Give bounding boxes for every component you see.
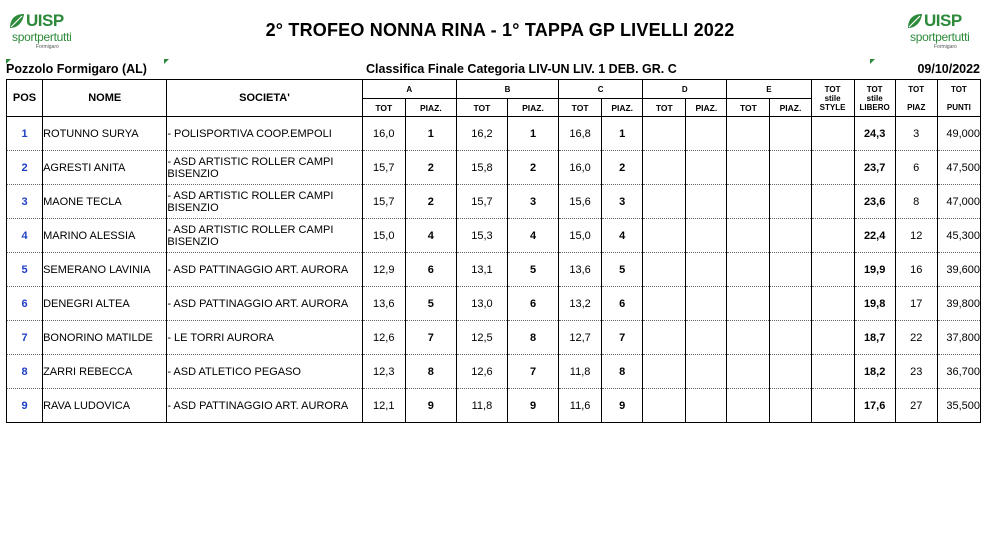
tot-punti-cell: 39,800 bbox=[937, 287, 980, 321]
info-row bbox=[6, 62, 980, 76]
score-a-tot: 15,7 bbox=[362, 151, 405, 185]
tot-libero-cell: 18,7 bbox=[854, 321, 895, 355]
score-c-piaz: 7 bbox=[602, 321, 643, 355]
score-c-tot: 13,6 bbox=[559, 253, 602, 287]
score-d-tot bbox=[643, 151, 686, 185]
score-d-tot bbox=[643, 253, 686, 287]
score-d-tot bbox=[643, 219, 686, 253]
tot-libero-cell: 18,2 bbox=[854, 355, 895, 389]
club-cell: - LE TORRI AURORA bbox=[167, 321, 362, 355]
results-table bbox=[6, 79, 981, 423]
header-c: C bbox=[559, 80, 643, 99]
header-e-piaz: PIAZ. bbox=[770, 99, 811, 117]
score-d-piaz bbox=[686, 185, 727, 219]
score-d-piaz bbox=[686, 389, 727, 423]
score-b-piaz: 3 bbox=[507, 185, 558, 219]
score-a-piaz: 5 bbox=[405, 287, 456, 321]
club-cell: - ASD ARTISTIC ROLLER CAMPI BISENZIO bbox=[167, 185, 362, 219]
club-cell: - ASD ATLETICO PEGASO bbox=[167, 355, 362, 389]
tot-libero-cell: 23,7 bbox=[854, 151, 895, 185]
tot-piaz-cell: 16 bbox=[895, 253, 937, 287]
table-row bbox=[7, 355, 981, 389]
tot-punti-cell: 39,600 bbox=[937, 253, 980, 287]
tot-punti-cell: 36,700 bbox=[937, 355, 980, 389]
tot-libero-cell: 24,3 bbox=[854, 117, 895, 151]
score-e-piaz bbox=[770, 151, 811, 185]
score-a-tot: 15,0 bbox=[362, 219, 405, 253]
header-b: B bbox=[456, 80, 558, 99]
table-row bbox=[7, 253, 981, 287]
header-pos: POS bbox=[7, 80, 43, 117]
score-c-tot: 11,6 bbox=[559, 389, 602, 423]
score-d-piaz bbox=[686, 219, 727, 253]
score-d-tot bbox=[643, 117, 686, 151]
score-c-tot: 15,0 bbox=[559, 219, 602, 253]
name-cell: MARINO ALESSIA bbox=[43, 219, 167, 253]
score-d-tot bbox=[643, 321, 686, 355]
pos-cell: 8 bbox=[7, 355, 43, 389]
pos-cell: 6 bbox=[7, 287, 43, 321]
score-c-piaz: 9 bbox=[602, 389, 643, 423]
logo-brand: UISP bbox=[26, 11, 64, 30]
score-a-tot: 15,7 bbox=[362, 185, 405, 219]
score-d-piaz bbox=[686, 321, 727, 355]
pos-cell: 5 bbox=[7, 253, 43, 287]
score-c-tot: 16,0 bbox=[559, 151, 602, 185]
score-a-tot: 12,1 bbox=[362, 389, 405, 423]
score-d-tot bbox=[643, 355, 686, 389]
score-e-tot bbox=[727, 253, 770, 287]
tot-piaz-cell: 23 bbox=[895, 355, 937, 389]
table-row bbox=[7, 117, 981, 151]
header-line: stile bbox=[866, 93, 883, 103]
results-body bbox=[7, 117, 981, 423]
tot-piaz-cell: 17 bbox=[895, 287, 937, 321]
score-e-piaz bbox=[770, 185, 811, 219]
tot-punti-cell: 49,000 bbox=[937, 117, 980, 151]
score-b-piaz: 7 bbox=[507, 355, 558, 389]
corner-mark bbox=[870, 59, 875, 64]
score-b-piaz: 9 bbox=[507, 389, 558, 423]
score-a-piaz: 4 bbox=[405, 219, 456, 253]
tot-style-cell bbox=[811, 321, 854, 355]
header-tot-libero bbox=[854, 80, 895, 117]
name-cell: AGRESTI ANITA bbox=[43, 151, 167, 185]
header-line: STYLE bbox=[819, 102, 846, 112]
tot-piaz-cell: 8 bbox=[895, 185, 937, 219]
logo-tagline: sportpertutti bbox=[12, 30, 72, 44]
tot-style-cell bbox=[811, 117, 854, 151]
table-row bbox=[7, 219, 981, 253]
tot-piaz-cell: 22 bbox=[895, 321, 937, 355]
score-a-tot: 16,0 bbox=[362, 117, 405, 151]
tot-libero-cell: 22,4 bbox=[854, 219, 895, 253]
pos-cell: 4 bbox=[7, 219, 43, 253]
name-cell: BONORINO MATILDE bbox=[43, 321, 167, 355]
name-cell: DENEGRI ALTEA bbox=[43, 287, 167, 321]
tot-libero-cell: 23,6 bbox=[854, 185, 895, 219]
tot-libero-cell: 19,9 bbox=[854, 253, 895, 287]
category-label: Classifica Finale Categoria LIV-UN LIV. 1 DEB. GR. C bbox=[366, 62, 677, 76]
score-b-piaz: 5 bbox=[507, 253, 558, 287]
score-a-piaz: 9 bbox=[405, 389, 456, 423]
header-e-tot: TOT bbox=[727, 99, 770, 117]
score-a-piaz: 1 bbox=[405, 117, 456, 151]
page-title: 2° TROFEO NONNA RINA - 1° TAPPA GP LIVELLI 2022 bbox=[265, 20, 735, 40]
header-line: stile bbox=[824, 93, 841, 103]
score-a-piaz: 6 bbox=[405, 253, 456, 287]
header-c-piaz: PIAZ. bbox=[602, 99, 643, 117]
score-e-piaz bbox=[770, 117, 811, 151]
pos-cell: 7 bbox=[7, 321, 43, 355]
logo-sub: Formigaro bbox=[36, 44, 59, 50]
name-cell: MAONE TECLA bbox=[43, 185, 167, 219]
pos-cell: 2 bbox=[7, 151, 43, 185]
score-d-piaz bbox=[686, 117, 727, 151]
header-tot-piaz bbox=[895, 80, 937, 117]
score-e-tot bbox=[727, 117, 770, 151]
score-d-tot bbox=[643, 287, 686, 321]
score-c-piaz: 1 bbox=[602, 117, 643, 151]
pos-cell: 1 bbox=[7, 117, 43, 151]
tot-style-cell bbox=[811, 185, 854, 219]
score-e-tot bbox=[727, 321, 770, 355]
score-c-tot: 16,8 bbox=[559, 117, 602, 151]
header-tot-punti bbox=[937, 80, 980, 117]
score-e-piaz bbox=[770, 219, 811, 253]
score-c-piaz: 5 bbox=[602, 253, 643, 287]
header-a: A bbox=[362, 80, 456, 99]
score-a-piaz: 2 bbox=[405, 151, 456, 185]
score-b-tot: 16,2 bbox=[456, 117, 507, 151]
tot-piaz-cell: 6 bbox=[895, 151, 937, 185]
tot-libero-cell: 17,6 bbox=[854, 389, 895, 423]
header-nome: NOME bbox=[43, 80, 167, 117]
tot-libero-cell: 19,8 bbox=[854, 287, 895, 321]
score-e-piaz bbox=[770, 287, 811, 321]
tot-piaz-cell: 12 bbox=[895, 219, 937, 253]
score-a-tot: 12,3 bbox=[362, 355, 405, 389]
score-e-tot bbox=[727, 287, 770, 321]
logo-brand: UISP bbox=[924, 11, 962, 30]
header-tot-style bbox=[811, 80, 854, 117]
score-c-tot: 12,7 bbox=[559, 321, 602, 355]
name-cell: RAVA LUDOVICA bbox=[43, 389, 167, 423]
corner-mark bbox=[164, 59, 169, 64]
score-a-piaz: 8 bbox=[405, 355, 456, 389]
table-row bbox=[7, 321, 981, 355]
location-label: Pozzolo Formigaro (AL) bbox=[6, 62, 147, 76]
tot-punti-cell: 45,300 bbox=[937, 219, 980, 253]
score-b-tot: 11,8 bbox=[456, 389, 507, 423]
score-b-tot: 15,8 bbox=[456, 151, 507, 185]
score-b-piaz: 2 bbox=[507, 151, 558, 185]
score-b-tot: 12,6 bbox=[456, 355, 507, 389]
header-d-piaz: PIAZ. bbox=[686, 99, 727, 117]
logo-tagline: sportpertutti bbox=[910, 30, 970, 44]
club-cell: - ASD PATTINAGGIO ART. AURORA bbox=[167, 389, 362, 423]
header-line: PIAZ bbox=[907, 102, 926, 112]
score-e-piaz bbox=[770, 321, 811, 355]
tot-punti-cell: 47,500 bbox=[937, 151, 980, 185]
score-e-tot bbox=[727, 355, 770, 389]
club-cell: - ASD PATTINAGGIO ART. AURORA bbox=[167, 287, 362, 321]
table-row bbox=[7, 389, 981, 423]
tot-style-cell bbox=[811, 151, 854, 185]
score-b-tot: 15,3 bbox=[456, 219, 507, 253]
header-b-piaz: PIAZ. bbox=[507, 99, 558, 117]
tot-piaz-cell: 27 bbox=[895, 389, 937, 423]
pos-cell: 9 bbox=[7, 389, 43, 423]
header-line: PUNTI bbox=[946, 102, 971, 112]
score-c-piaz: 6 bbox=[602, 287, 643, 321]
tot-punti-cell: 37,800 bbox=[937, 321, 980, 355]
score-e-piaz bbox=[770, 253, 811, 287]
club-cell: - ASD ARTISTIC ROLLER CAMPI BISENZIO bbox=[167, 219, 362, 253]
name-cell: ZARRI REBECCA bbox=[43, 355, 167, 389]
score-e-piaz bbox=[770, 389, 811, 423]
header-c-tot: TOT bbox=[559, 99, 602, 117]
score-e-tot bbox=[727, 389, 770, 423]
tot-style-cell bbox=[811, 219, 854, 253]
score-b-piaz: 6 bbox=[507, 287, 558, 321]
score-a-piaz: 2 bbox=[405, 185, 456, 219]
date-label: 09/10/2022 bbox=[917, 62, 980, 76]
score-b-tot: 13,0 bbox=[456, 287, 507, 321]
score-b-piaz: 4 bbox=[507, 219, 558, 253]
score-a-tot: 12,6 bbox=[362, 321, 405, 355]
header-line: TOT bbox=[950, 84, 967, 94]
name-cell: SEMERANO LAVINIA bbox=[43, 253, 167, 287]
tot-piaz-cell: 3 bbox=[895, 117, 937, 151]
header-d: D bbox=[643, 80, 727, 99]
score-e-tot bbox=[727, 151, 770, 185]
club-cell: - ASD PATTINAGGIO ART. AURORA bbox=[167, 253, 362, 287]
tot-style-cell bbox=[811, 355, 854, 389]
score-c-tot: 15,6 bbox=[559, 185, 602, 219]
score-d-piaz bbox=[686, 151, 727, 185]
header-line: LIBERO bbox=[859, 102, 890, 112]
table-row bbox=[7, 185, 981, 219]
tot-punti-cell: 47,000 bbox=[937, 185, 980, 219]
header-societa: SOCIETA' bbox=[167, 80, 362, 117]
header-a-piaz: PIAZ. bbox=[405, 99, 456, 117]
score-e-tot bbox=[727, 219, 770, 253]
table-row bbox=[7, 287, 981, 321]
score-e-piaz bbox=[770, 355, 811, 389]
club-cell: - ASD ARTISTIC ROLLER CAMPI BISENZIO bbox=[167, 151, 362, 185]
tot-style-cell bbox=[811, 389, 854, 423]
score-c-piaz: 8 bbox=[602, 355, 643, 389]
header-d-tot: TOT bbox=[643, 99, 686, 117]
score-a-tot: 12,9 bbox=[362, 253, 405, 287]
score-d-tot bbox=[643, 389, 686, 423]
corner-mark bbox=[6, 59, 11, 64]
score-d-piaz bbox=[686, 253, 727, 287]
score-d-piaz bbox=[686, 355, 727, 389]
logo-sub: Formigaro bbox=[934, 44, 957, 50]
tot-punti-cell: 35,500 bbox=[937, 389, 980, 423]
club-cell: - POLISPORTIVA COOP.EMPOLI bbox=[167, 117, 362, 151]
score-a-tot: 13,6 bbox=[362, 287, 405, 321]
score-e-tot bbox=[727, 185, 770, 219]
score-c-tot: 13,2 bbox=[559, 287, 602, 321]
score-a-piaz: 7 bbox=[405, 321, 456, 355]
tot-style-cell bbox=[811, 253, 854, 287]
pos-cell: 3 bbox=[7, 185, 43, 219]
score-c-tot: 11,8 bbox=[559, 355, 602, 389]
score-d-tot bbox=[643, 185, 686, 219]
header-line: TOT bbox=[866, 84, 883, 94]
score-b-tot: 15,7 bbox=[456, 185, 507, 219]
header-line: TOT bbox=[824, 84, 841, 94]
header-b-tot: TOT bbox=[456, 99, 507, 117]
score-b-piaz: 1 bbox=[507, 117, 558, 151]
score-b-tot: 13,1 bbox=[456, 253, 507, 287]
score-b-piaz: 8 bbox=[507, 321, 558, 355]
score-d-piaz bbox=[686, 287, 727, 321]
header-a-tot: TOT bbox=[362, 99, 405, 117]
score-c-piaz: 2 bbox=[602, 151, 643, 185]
header-line: TOT bbox=[908, 84, 925, 94]
table-row bbox=[7, 151, 981, 185]
score-c-piaz: 4 bbox=[602, 219, 643, 253]
name-cell: ROTUNNO SURYA bbox=[43, 117, 167, 151]
header-e: E bbox=[727, 80, 811, 99]
score-b-tot: 12,5 bbox=[456, 321, 507, 355]
score-c-piaz: 3 bbox=[602, 185, 643, 219]
tot-style-cell bbox=[811, 287, 854, 321]
